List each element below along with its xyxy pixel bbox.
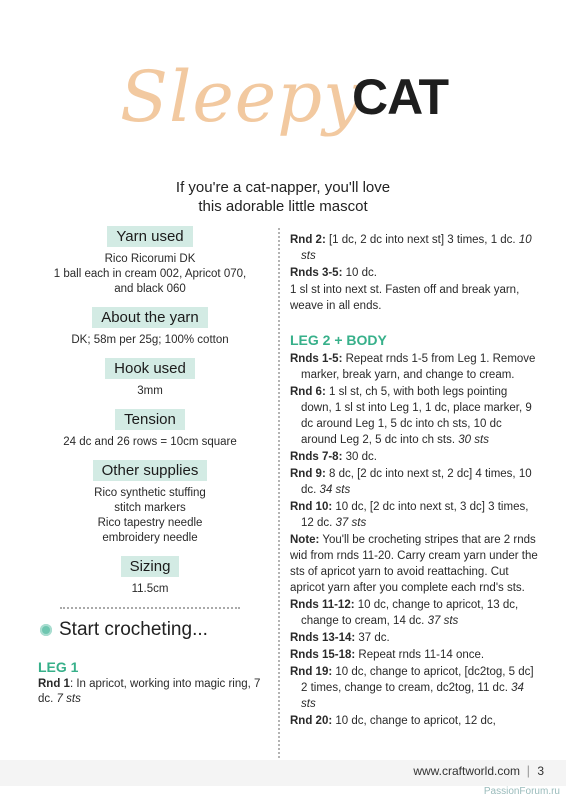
round-text: 10 dc. [342, 267, 377, 279]
website-link[interactable]: www.craftworld.com [413, 764, 520, 778]
section-line: DK; 58m per 25g; 100% cotton [71, 334, 229, 346]
round-label: Rnd 6: [290, 386, 326, 398]
round-row [290, 265, 538, 281]
tension-section [30, 409, 270, 450]
round-text: 10 dc, change to apricot, [dc2tog, 5 dc] 2 times, change to cream, dc2tog, 11 dc. [301, 666, 534, 694]
about-yarn-section [30, 307, 270, 348]
title-bold: CAT [352, 69, 449, 125]
stitch-count: 7 sts [56, 693, 81, 705]
round-text: 10 dc, [2 dc into next st, 3 dc] 3 times, 12 dc. [301, 501, 529, 529]
round-label: Rnd 20: [290, 715, 333, 727]
stitch-count: 34 sts [301, 682, 524, 710]
column-divider [278, 228, 280, 758]
section-line: 1 ball each in cream 002, Apricot 070, [53, 268, 247, 280]
section-line: 3mm [137, 385, 163, 397]
round-label: Rnds 1-5: [290, 353, 343, 365]
round-label: Rnds 3-5: [290, 267, 343, 279]
round-text: 1 sl st, ch 5, with both legs pointing down, 1 sl st into Leg 1, 1 dc, place marker, 9 dc around Leg 1, 5 dc into ch sts, 10 dc around Leg 2, 5 dc into ch sts. [301, 386, 532, 446]
section-line: Rico Ricorumi DK [104, 253, 196, 265]
subtitle-line-1: If you're a cat-napper, you'll love [175, 179, 391, 196]
round-text: 10 dc, change to apricot, 12 dc, [332, 715, 496, 727]
round-row [290, 713, 538, 729]
section-line: and black 060 [114, 283, 186, 295]
stitch-count: 30 sts [458, 434, 489, 446]
round-label: Rnd 2: [290, 234, 326, 246]
note-text: You'll be crocheting stripes that are 2 rnds wid from rnds 11-20. Carry cream yarn under the sts of apricot yarn to avoid reattaching. Cut apricot yarn after you complete each rnd's sts. [290, 534, 538, 594]
yarn-used-section [30, 226, 270, 297]
round-label: Rnd 19: [290, 666, 333, 678]
round-label: Rnds 15-18: [290, 649, 356, 661]
leg1-heading: LEG 1 [38, 659, 79, 675]
footer-separator: | [526, 763, 530, 778]
section-line: Rico tapestry needle [97, 517, 203, 529]
round-label: Rnd 9: [290, 468, 326, 480]
round-row [290, 597, 538, 629]
sizing-section [30, 556, 270, 597]
section-line: 11.5cm [131, 583, 169, 595]
finish-text: 1 sl st into next st. Fasten off and break yarn, weave in all ends. [290, 284, 520, 312]
round-row [290, 664, 538, 712]
round-label: Rnds 13-14: [290, 632, 356, 644]
round-text: [1 dc, 2 dc into next st] 3 times, 1 dc. [325, 234, 519, 246]
round-row [290, 466, 538, 498]
leg2-heading: LEG 2 + BODY [290, 332, 387, 348]
subtitle [120, 178, 446, 216]
round-text: 8 dc, [2 dc into next st, 2 dc] 4 times, 10 dc. [301, 468, 532, 496]
round-row [290, 384, 538, 448]
other-supplies-section [30, 460, 270, 546]
leg1-round [38, 677, 270, 707]
stitch-count: 34 sts [319, 484, 351, 496]
round-text: 30 dc. [342, 451, 377, 463]
section-label: Yarn used [107, 226, 192, 247]
dotted-divider [60, 607, 240, 609]
subtitle-line-2: this adorable little mascot [198, 198, 368, 215]
title-script: Sleepy [120, 56, 364, 138]
round-label: Rnd 10: [290, 501, 333, 513]
stitch-count: 37 sts [427, 615, 459, 627]
hook-used-section [30, 358, 270, 399]
round-label: Rnds 7-8: [290, 451, 343, 463]
section-label: Other supplies [93, 460, 208, 481]
round-label: Rnd 1 [38, 678, 70, 690]
round-row [290, 232, 538, 264]
page-footer [0, 760, 566, 786]
materials-column [30, 226, 270, 707]
section-label: Hook used [105, 358, 195, 379]
pattern-column [290, 232, 538, 730]
bullet-dot-icon [40, 624, 52, 636]
round-text: Repeat rnds 1-5 from Leg 1. Remove marker, break yarn, and change to cream. [301, 353, 536, 381]
stitch-count: 10 sts [301, 234, 532, 262]
round-text: 37 dc. [355, 632, 390, 644]
section-line: stitch markers [114, 502, 186, 514]
round-row [290, 499, 538, 531]
watermark: PassionForum.ru [483, 786, 560, 797]
round-text: 10 dc, change to apricot, 13 dc, change to cream, 14 dc. [301, 599, 519, 627]
section-label: Sizing [121, 556, 180, 577]
round-text: Repeat rnds 11-14 once. [355, 649, 485, 661]
note-row [290, 532, 538, 596]
section-label: Tension [115, 409, 185, 430]
round-row [290, 630, 538, 646]
round-label: Rnds 11-12: [290, 599, 355, 611]
start-heading-text: Start crocheting... [59, 619, 208, 640]
stitch-count: 37 sts [335, 517, 367, 529]
section-line: embroidery needle [102, 532, 198, 544]
section-line: Rico synthetic stuffing [94, 487, 206, 499]
round-row [290, 647, 538, 663]
section-line: 24 dc and 26 rows = 10cm square [63, 436, 237, 448]
round-row [290, 351, 538, 383]
section-label: About the yarn [92, 307, 208, 328]
page-number: 3 [537, 764, 544, 778]
note-label: Note: [290, 534, 320, 546]
round-row [290, 449, 538, 465]
round-text: : In apricot, working into magic ring, 7 dc. [38, 678, 261, 705]
start-heading [40, 619, 270, 641]
